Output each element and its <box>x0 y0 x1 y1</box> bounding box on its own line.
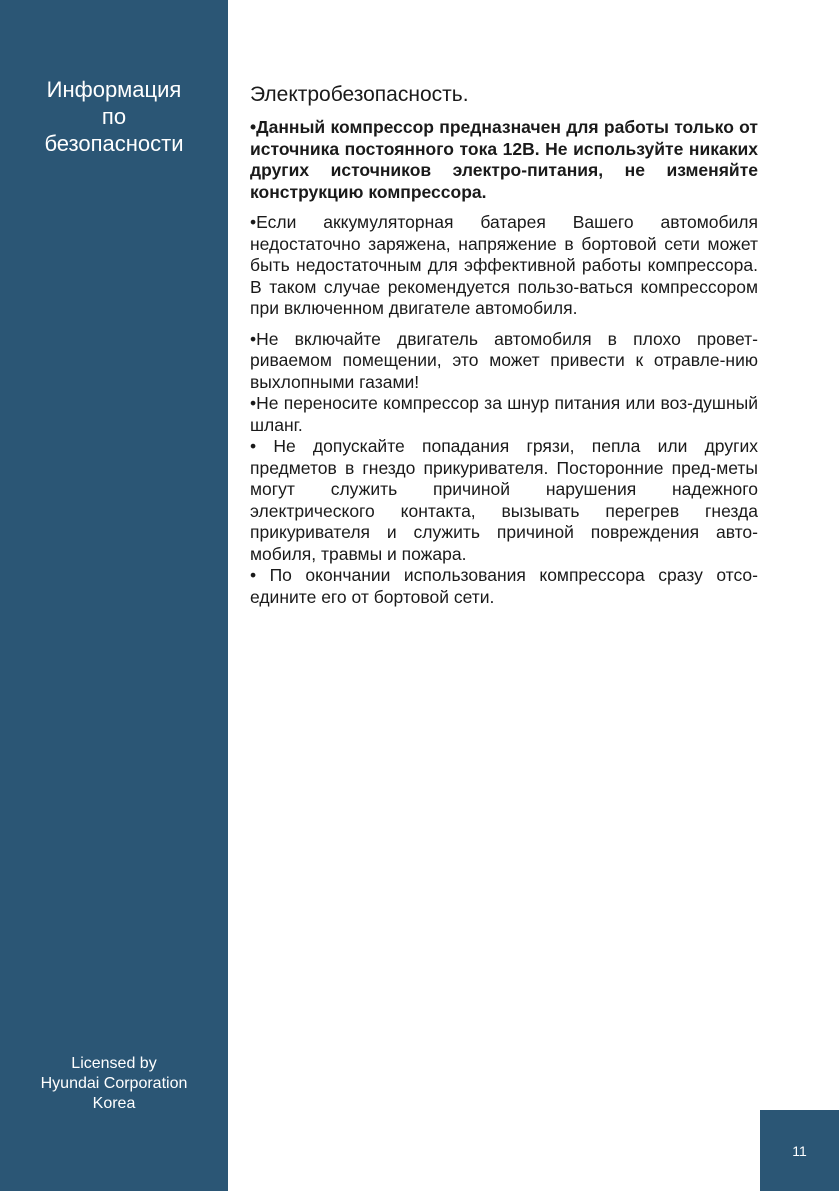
section-heading-line: по <box>101 104 127 129</box>
sidebar-panel <box>0 0 228 1191</box>
safety-paragraph: • По окончании использования компрессора сразу отсо-едините его от бортовой сети. <box>250 565 758 607</box>
safety-paragraph: •Не переносите компрессор за шнур питания или воз-душный шланг. <box>250 393 758 435</box>
section-heading-line: безопасности <box>44 131 184 156</box>
safety-paragraph: • Не допускайте попадания грязи, пепла или других предметов в гнездо прикуривателя. Посторонние пред-меты могут служить причиной нарушения надежного электрического контакта, вызывать перегрев гнезда прикуривателя и служить причиной повреждения авто-мобиля, травмы и пожара. <box>250 436 758 564</box>
warning-paragraph: •Данный компрессор предназначен для работы только от источника постоянного тока 12В. Не используйте никаких других источников электро-питания, не изменяйте конструкцию компрессора. <box>250 117 758 202</box>
section-heading-line: Информация <box>46 77 182 102</box>
page-title: Электробезопасность. <box>250 83 469 106</box>
safety-paragraph: •Не включайте двигатель автомобиля в плохо провет-риваемом помещении, это может привести к отравле-нию выхлопными газами! <box>250 328 758 392</box>
page-number-box <box>760 1110 839 1191</box>
license-line: Korea <box>92 1095 136 1112</box>
section-heading <box>0 76 228 157</box>
license-note <box>0 1054 228 1114</box>
main-content <box>250 82 758 608</box>
license-line: Hyundai Corporation <box>40 1075 188 1092</box>
safety-paragraph: •Если аккумуляторная батарея Вашего автомобиля недостаточно заряжена, напряжение в бортовой сети может быть недостаточным для эффективной работы компрессора. В таком случае рекомендуется пользо-ваться компрессором при включенном двигателе автомобиля. <box>250 212 758 318</box>
page-number: 11 <box>792 1143 807 1159</box>
license-line: Licensed by <box>71 1055 157 1072</box>
